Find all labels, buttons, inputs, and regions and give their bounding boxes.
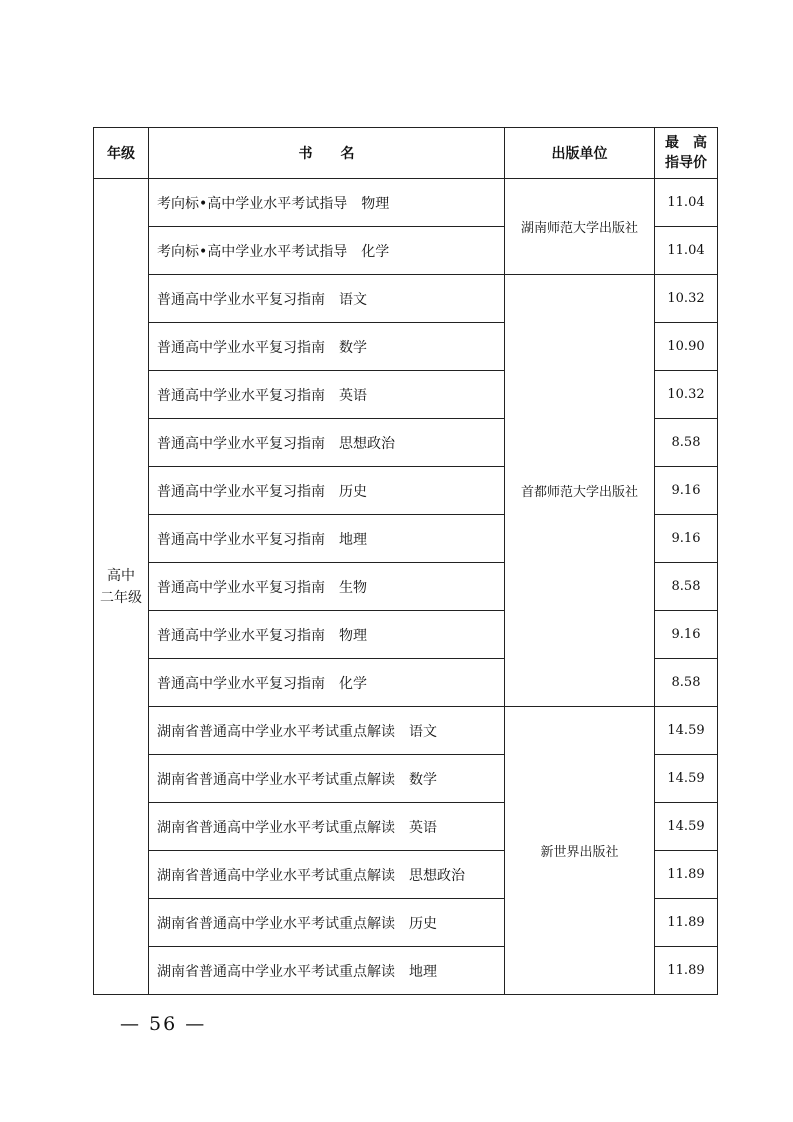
- grade-line2: 二年级: [100, 589, 142, 606]
- price-cell: 14.59: [655, 755, 718, 803]
- price-cell: 9.16: [655, 467, 718, 515]
- header-row: [94, 128, 718, 179]
- price-table: [93, 127, 718, 995]
- book-title: 考向标•高中学业水平考试指导 化学: [149, 227, 505, 275]
- book-title: 湖南省普通高中学业水平考试重点解读 地理: [149, 947, 505, 995]
- table-row: [94, 275, 718, 323]
- book-title: 普通高中学业水平复习指南 语文: [149, 275, 505, 323]
- table-row: [94, 707, 718, 755]
- header-price: [655, 128, 718, 179]
- price-cell: 11.04: [655, 227, 718, 275]
- price-cell: 11.89: [655, 899, 718, 947]
- book-title: 普通高中学业水平复习指南 生物: [149, 563, 505, 611]
- price-cell: 14.59: [655, 707, 718, 755]
- book-title: 湖南省普通高中学业水平考试重点解读 语文: [149, 707, 505, 755]
- book-title: 湖南省普通高中学业水平考试重点解读 数学: [149, 755, 505, 803]
- price-cell: 9.16: [655, 515, 718, 563]
- price-cell: 10.32: [655, 275, 718, 323]
- price-cell: 8.58: [655, 419, 718, 467]
- header-grade: 年级: [94, 128, 149, 179]
- publisher-cell: 首都师范大学出版社: [505, 275, 655, 707]
- header-title: 书 名: [149, 128, 505, 179]
- book-title: 普通高中学业水平复习指南 地理: [149, 515, 505, 563]
- page-number: — 56 —: [120, 1013, 207, 1035]
- book-title: 普通高中学业水平复习指南 思想政治: [149, 419, 505, 467]
- grade-line1: 高中: [107, 567, 135, 584]
- price-cell: 10.32: [655, 371, 718, 419]
- price-cell: 11.89: [655, 851, 718, 899]
- book-title: 普通高中学业水平复习指南 数学: [149, 323, 505, 371]
- grade-cell: [94, 179, 149, 995]
- book-title: 普通高中学业水平复习指南 英语: [149, 371, 505, 419]
- book-title: 湖南省普通高中学业水平考试重点解读 思想政治: [149, 851, 505, 899]
- book-title: 湖南省普通高中学业水平考试重点解读 英语: [149, 803, 505, 851]
- book-title: 湖南省普通高中学业水平考试重点解读 历史: [149, 899, 505, 947]
- price-cell: 14.59: [655, 803, 718, 851]
- book-title: 考向标•高中学业水平考试指导 物理: [149, 179, 505, 227]
- publisher-cell: 湖南师范大学出版社: [505, 179, 655, 275]
- price-cell: 11.04: [655, 179, 718, 227]
- price-cell: 11.89: [655, 947, 718, 995]
- book-title: 普通高中学业水平复习指南 化学: [149, 659, 505, 707]
- book-title: 普通高中学业水平复习指南 历史: [149, 467, 505, 515]
- price-cell: 10.90: [655, 323, 718, 371]
- price-cell: 8.58: [655, 659, 718, 707]
- price-cell: 8.58: [655, 563, 718, 611]
- table-row: [94, 179, 718, 227]
- header-publisher: 出版单位: [505, 128, 655, 179]
- header-price-line1: 最 高: [665, 135, 707, 151]
- price-cell: 9.16: [655, 611, 718, 659]
- publisher-cell: 新世界出版社: [505, 707, 655, 995]
- header-price-line2: 指导价: [665, 155, 707, 171]
- book-title: 普通高中学业水平复习指南 物理: [149, 611, 505, 659]
